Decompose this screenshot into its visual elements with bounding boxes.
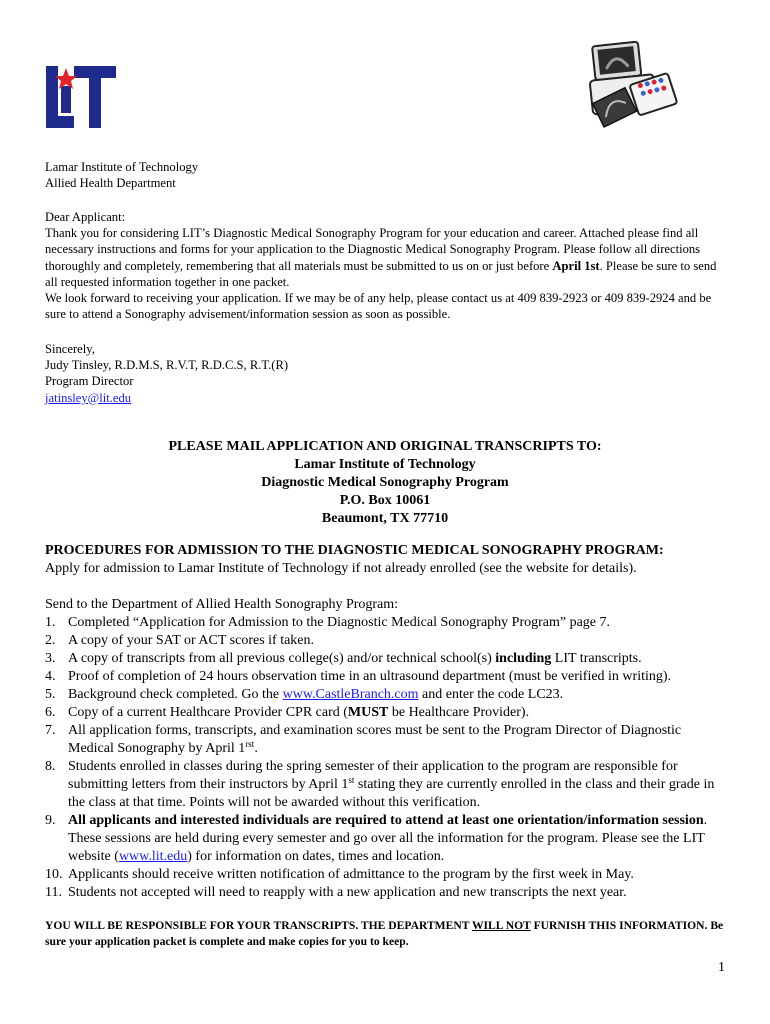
will-not-underlined: WILL NOT xyxy=(471,919,531,932)
mailing-line-1: Lamar Institute of Technology xyxy=(294,457,476,472)
lit-logo xyxy=(44,64,118,130)
list-item: 11. Students not accepted will need to reapply with a new application and new transcripts the next year. xyxy=(45,885,627,900)
mailing-line-3: P.O. Box 10061 xyxy=(339,493,431,508)
letter-paragraph-1: Thank you for considering LIT’s Diagnostic Medical Sonography Program for your education and career. Attached please find all necessary instructions and forms for your application to the Diagnostic Medical Sonography Program. Please follow all directions thoroughly and completely, remembering that all materials must be submitted to us on or just before April 1st. Please be sure to send all requested information together in one packet. xyxy=(45,226,717,289)
letter-body xyxy=(45,209,725,322)
signer-name: Judy Tinsley, R.D.M.S, R.V.T, R.D.C.S, R.T.(R) xyxy=(45,358,289,373)
list-item: 5. Background check completed. Go the www.CastleBranch.com and enter the code LC23. xyxy=(45,687,564,702)
sender-line-1: Lamar Institute of Technology xyxy=(45,160,199,174)
sender-block xyxy=(45,159,725,191)
email-link[interactable]: jatinsley@lit.edu xyxy=(45,390,132,405)
procedures-list xyxy=(45,614,725,902)
list-item: 2. A copy of your SAT or ACT scores if taken. xyxy=(45,633,315,648)
signer-title: Program Director xyxy=(45,374,134,389)
lit-website-link[interactable]: www.lit.edu xyxy=(118,849,188,864)
procedures-title: PROCEDURES FOR ADMISSION TO THE DIAGNOSTIC MEDICAL SONOGRAPHY PROGRAM: xyxy=(45,543,664,558)
list-item: 1. Completed “Application for Admission to the Diagnostic Medical Sonography Program” page 7. xyxy=(45,615,611,630)
letter-paragraph-2: We look forward to receiving your application. If we may be of any help, please contact us at 409 839-2923 or 409 839-2924 and be sure to attend a Sonography advisement/information session as soon as possible. xyxy=(45,291,712,322)
mailing-line-4: Beaumont, TX 77710 xyxy=(321,511,449,526)
list-item: 9. All applicants and interested individuals are required to attend at least one orientation/information session. These sessions are held during every semester and go over all the information for the program. Please see the LIT website (www.lit.edu) for information on dates, times and location. xyxy=(45,813,708,864)
salutation: Dear Applicant: xyxy=(45,210,126,224)
mailing-line-2: Diagnostic Medical Sonography Program xyxy=(261,475,509,490)
closing: Sincerely, xyxy=(45,342,95,356)
mailing-address xyxy=(45,438,725,528)
list-item: 10. Applicants should receive written notification of admittance to the program by the first week in May. xyxy=(45,867,634,882)
mailing-heading: PLEASE MAIL APPLICATION AND ORIGINAL TRANSCRIPTS TO: xyxy=(168,439,602,454)
list-item: 4. Proof of completion of 24 hours observation time in an ultrasound department (must be verified in writing). xyxy=(45,669,672,684)
list-item: 8. Students enrolled in classes during the spring semester of their application to the program are responsible for submitting letters from their instructors by April 1st stating they are currently enrolled in the class and their grade in the class at that time. Points will not be awarded without this verification. xyxy=(45,759,715,810)
page-number: 1 xyxy=(718,960,725,975)
list-item: 3. A copy of transcripts from all previous college(s) and/or technical school(s) including LIT transcripts. xyxy=(45,651,642,666)
list-item: 7. All application forms, transcripts, and examination scores must be sent to the Program Director of Diagnostic Medical Sonography by April $1^{rst}$. xyxy=(45,723,682,756)
deadline-bold: April 1st xyxy=(552,258,600,273)
ultrasound-machine-icon xyxy=(582,36,690,128)
procedures-subtitle: Apply for admission to Lamar Institute of Technology if not already enrolled (see the website for details). xyxy=(45,561,637,576)
send-to-line: Send to the Department of Allied Health Sonography Program: xyxy=(45,597,399,612)
transcript-notice: YOU WILL BE RESPONSIBLE FOR YOUR TRANSCRIPTS. THE DEPARTMENT WILL NOT FURNISH THIS INFORMATION. Be sure your application packet is complete and make copies for you to keep. xyxy=(45,919,724,948)
list-item: 6. Copy of a current Healthcare Provider CPR card (MUST be Healthcare Provider). xyxy=(45,705,530,720)
sender-line-2: Allied Health Department xyxy=(45,176,176,191)
signature-block xyxy=(45,341,725,406)
castlebranch-link[interactable]: www.CastleBranch.com xyxy=(282,687,419,702)
